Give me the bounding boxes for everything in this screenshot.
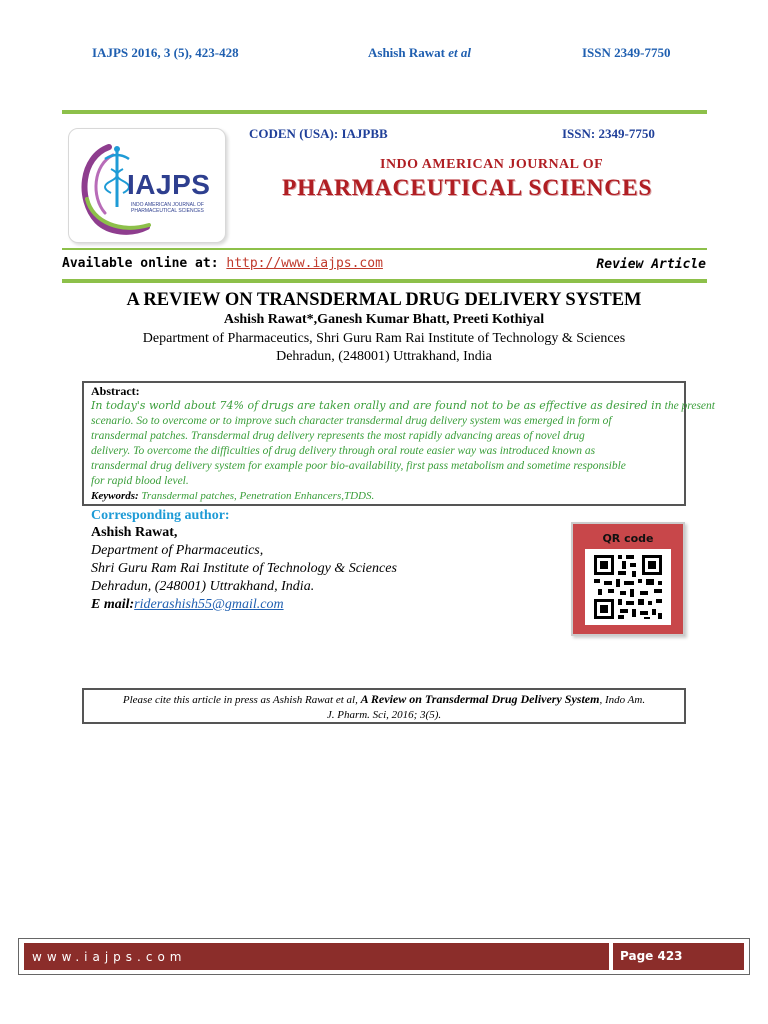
availability-line	[62, 256, 383, 271]
citation-suffix: , Indo Am.	[599, 694, 646, 706]
journal-name-line1: INDO AMERICAN JOURNAL OF	[380, 157, 604, 172]
journal-issn: ISSN: 2349-7750	[562, 126, 655, 141]
logo-subtext-1: INDO AMERICAN JOURNAL OF	[131, 202, 204, 208]
top-green-rule	[62, 110, 707, 114]
logo-subtext-2: PHARMACEUTICAL SCIENCES	[131, 208, 204, 214]
abstract-line3: transdermal patches. Transdermal drug delivery represents the most rapidly advancing areas of novel drug	[91, 430, 585, 442]
qr-label: QR code	[602, 532, 654, 545]
coden: CODEN (USA): IAJPBB	[249, 126, 388, 141]
bottom-green-rule	[62, 279, 707, 283]
abstract-line1-rest: the present	[664, 400, 715, 412]
footer-page-number: Page 423	[620, 949, 683, 963]
availability-label: Available online at:	[62, 256, 219, 271]
keywords-label: Keywords:	[91, 490, 139, 502]
qr-code-box	[571, 522, 685, 636]
affiliation-line-1: Department of Pharmaceutics, Shri Guru Ram Rai Institute of Technology & Sciences	[142, 331, 626, 346]
corresponding-heading: Corresponding author:	[91, 508, 230, 523]
running-header-et-al: et al	[448, 45, 471, 60]
qr-code-image	[585, 549, 671, 625]
article-authors: Ashish Rawat*,Ganesh Kumar Bhatt, Preeti Kothiyal	[223, 312, 545, 327]
corresponding-name: Ashish Rawat,	[91, 525, 178, 540]
citation-line-1	[94, 692, 674, 708]
footer-url[interactable]: www.iajps.com	[32, 950, 187, 964]
abstract-line5: transdermal drug delivery system for example poor bio-availability, first pass metabolism and sometime responsible	[91, 460, 626, 472]
article-type: Review Article	[596, 257, 706, 272]
email-label: E mail:	[91, 597, 135, 612]
corresponding-email-line	[91, 597, 284, 613]
keywords-value: Transdermal patches, Penetration Enhancers,TDDS.	[141, 490, 375, 502]
running-header-issn: ISSN 2349-7750	[582, 45, 671, 60]
article-title: A REVIEW ON TRANSDERMAL DRUG DELIVERY SYSTEM	[126, 290, 642, 310]
keywords-line	[91, 489, 677, 503]
running-header-citation: IAJPS 2016, 3 (5), 423-428	[92, 45, 239, 60]
journal-name-line2: PHARMACEUTICAL SCIENCES	[282, 175, 653, 201]
abstract-body	[91, 398, 715, 489]
citation-line-2: J. Pharm. Sci, 2016; 3(5).	[326, 709, 442, 721]
running-header-author-name: Ashish Rawat	[368, 45, 445, 60]
mid-green-rule	[62, 248, 707, 250]
corresponding-line-2: Shri Guru Ram Rai Institute of Technology & Sciences	[91, 561, 397, 576]
abstract-heading: Abstract:	[91, 384, 140, 398]
email-link[interactable]: riderashish55@gmail.com	[134, 597, 284, 612]
citation-box	[82, 688, 686, 724]
corresponding-line-1: Department of Pharmaceutics,	[91, 543, 264, 558]
affiliation-line-2: Dehradun, (248001) Uttrakhand, India	[276, 349, 492, 364]
abstract-line2: scenario. So to overcome or to improve such character transdermal drug delivery system was emerged in form of	[91, 415, 612, 427]
citation-prefix: Please cite this article in press as Ashish Rawat et al,	[122, 694, 358, 706]
corresponding-line-3: Dehradun, (248001) Uttrakhand, India.	[91, 579, 315, 594]
logo-text: IAJPS	[127, 169, 211, 200]
journal-logo	[68, 128, 226, 243]
abstract-line6: for rapid blood level.	[91, 475, 189, 487]
abstract-line4: delivery. To overcome the difficulties of drug delivery through oral route easier way was introduced known as	[91, 445, 596, 457]
running-header-author	[368, 45, 471, 61]
abstract-box	[82, 381, 715, 506]
citation-title: A Review on Transdermal Drug Delivery System	[360, 692, 600, 706]
qr-code-icon	[585, 549, 671, 625]
journal-url-link[interactable]: http://www.iajps.com	[226, 256, 383, 271]
abstract-lead: In today's world about 74% of drugs are taken orally and are found not to be as effective as desired in	[91, 399, 662, 412]
